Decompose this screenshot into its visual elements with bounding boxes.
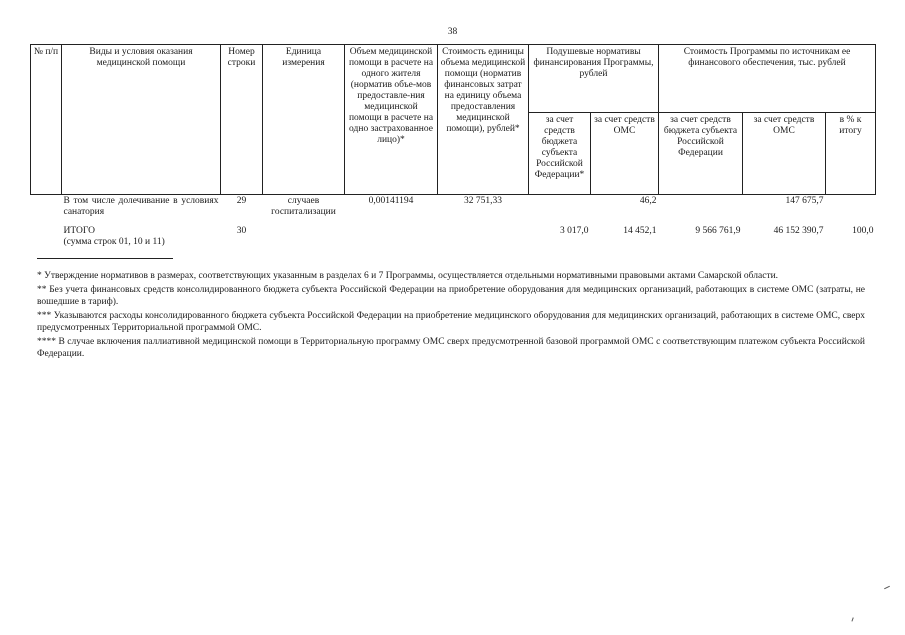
header-volume: Объем медицинской помощи в расчете на одного жителя (норматив объе-мов предоставле-ния медицинской помощи в расчете на одно застрахованное лицо)* xyxy=(345,45,438,195)
footnote-3: *** Указываются расходы консолидированного бюджета субъекта Российской Федерации на приобретение медицинского оборудования для медицинских организаций, работающих в системе ОМС, сверх предусмотренных Территориальной программой ОМС. xyxy=(37,311,865,333)
footnote-2: ** Без учета финансовых средств консолидированного бюджета субъекта Российской Федерации на приобретение оборудования для медицинских организаций, работающих в системе ОМС (затраты, не вошедшие в тариф). xyxy=(37,285,865,307)
header-unit: Единица измерения xyxy=(263,45,345,195)
cell-percent xyxy=(826,195,876,225)
subheader-budget: за счет средств бюджета субъекта Российской Федерации* xyxy=(529,113,591,195)
footnote-separator xyxy=(37,258,173,259)
financing-table xyxy=(30,44,876,253)
cell-volume: 0,00141194 xyxy=(368,196,414,206)
footnote-1: * Утверждение нормативов в размерах, соответствующих указанным в разделах 6 и 7 Программы, осуществляется отдельными нормативными правовыми актами Самарской области. xyxy=(37,271,779,281)
cell-cost-oms: 147 675,7 xyxy=(785,196,824,206)
cell-cost xyxy=(438,225,529,253)
subheader-cost-oms: за счет средств ОМС xyxy=(743,113,826,195)
header-program-cost: Стоимость Программы по источникам ее финансового обеспечения, тыс. рублей xyxy=(659,45,876,113)
total-sublabel: (сумма строк 01, 10 и 11) xyxy=(63,236,165,247)
cell-cost-budget: 9 566 761,9 xyxy=(695,225,741,236)
cell-cost: 32 751,33 xyxy=(464,196,502,206)
header-per-capita: Подушевые нормативы финансирования Программы, рублей xyxy=(529,45,659,113)
scan-mark xyxy=(884,586,890,589)
cell-volume xyxy=(345,225,438,253)
cell-name: В том числе долечивание в условиях санатория xyxy=(63,196,219,217)
cell-num xyxy=(31,195,62,225)
subheader-percent: в % к итогу xyxy=(826,113,876,195)
header-cost: Стоимость единицы объема медицинской помощи (норматив финансовых затрат на единицу объема предоставления медицинской помощи), рублей* xyxy=(438,45,529,195)
cell-num xyxy=(31,225,62,253)
cell-line: 30 xyxy=(236,225,247,236)
subheader-oms: за счет средств ОМС xyxy=(591,113,659,195)
table-row xyxy=(31,195,876,225)
header-types: Виды и условия оказания медицинской помощи xyxy=(62,45,221,195)
cell-pc-budget xyxy=(529,195,591,225)
footnotes xyxy=(37,270,865,362)
footnote-4: **** В случае включения паллиативной медицинской помощи в Территориальную программу ОМС сверх предусмотренной базовой программой ОМС с соответствующим платежом субъекта Российской Федерации. xyxy=(37,337,865,359)
cell-cost-budget xyxy=(659,195,743,225)
cell-pc-oms: 46,2 xyxy=(639,196,657,206)
page-number: 38 xyxy=(447,27,458,37)
cell-percent: 100,0 xyxy=(852,225,874,236)
header-num: № п/п xyxy=(31,45,62,195)
subheader-cost-budget: за счет средств бюджета субъекта Российской Федерации xyxy=(659,113,743,195)
cell-unit xyxy=(263,225,345,253)
cell-unit: случаев госпитализации xyxy=(271,196,336,217)
header-line: Номер строки xyxy=(221,45,263,195)
cell-line: 29 xyxy=(236,196,247,206)
total-label: ИТОГО xyxy=(63,225,96,236)
scan-mark xyxy=(851,617,856,622)
cell-pc-oms: 14 452,1 xyxy=(623,225,657,236)
cell-pc-budget: 3 017,0 xyxy=(560,225,589,236)
cell-name xyxy=(62,225,221,253)
table-row xyxy=(31,225,876,253)
cell-cost-oms: 46 152 390,7 xyxy=(773,225,824,236)
